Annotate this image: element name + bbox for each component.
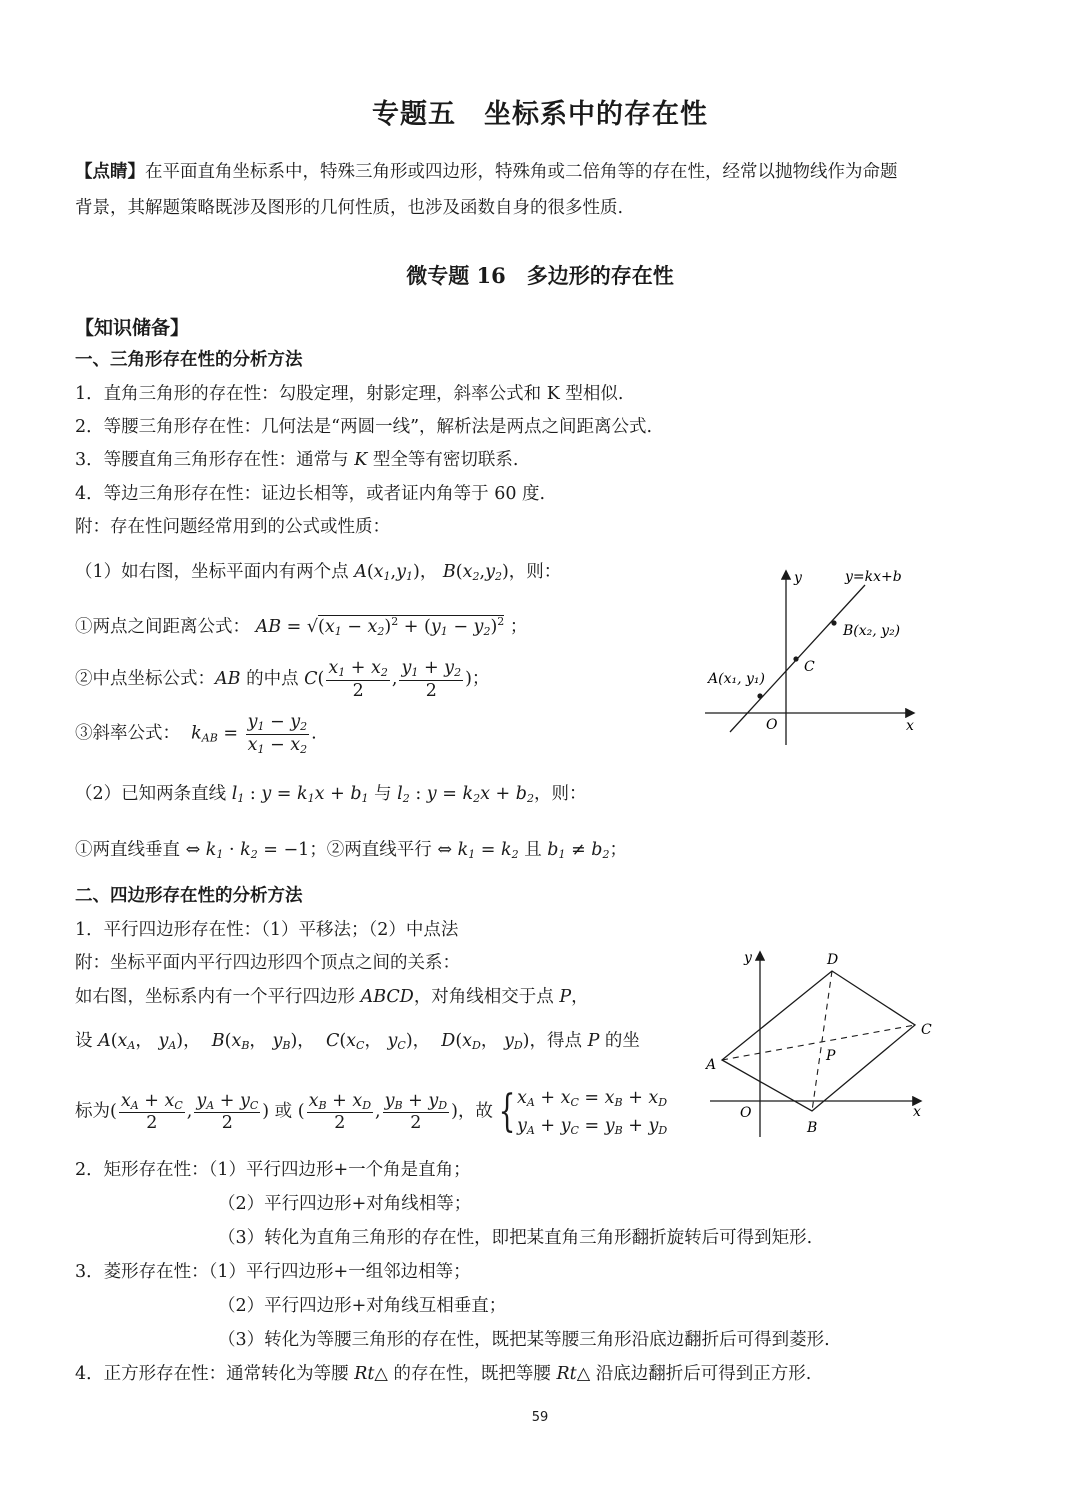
page-title: 专题五 坐标系中的存在性 (372, 99, 708, 130)
square-b: 的存在性，既把等腰 (387, 1364, 557, 1384)
parallelogram-abcd (722, 971, 915, 1111)
fig1-x-label: x (906, 718, 914, 734)
pg-line-a: 如右图，坐标系内有一个平行四边形 (75, 987, 361, 1007)
fig2-p-label: P (826, 1048, 836, 1064)
fig1-a-label: A(x₁, y₁) (708, 671, 765, 687)
therefore-text: ，故 (457, 1101, 493, 1122)
two-lines-with: 与 (368, 784, 398, 804)
rect-item1: 2．矩形存在性：（1）平行四边形+一个角是直角； (75, 1160, 471, 1180)
pg-abcd: ABCD (360, 987, 414, 1007)
point-b (831, 620, 836, 625)
fig2-a-label: A (706, 1057, 717, 1073)
intro-line-1 (75, 158, 898, 183)
point-intro-b: ，则： (508, 562, 562, 582)
fig1-b-label: B(x₂, y₂) (843, 623, 901, 639)
midpoint-text: 的中点 (240, 668, 305, 689)
section1-heading: 一、三角形存在性的分析方法 (75, 350, 303, 370)
perp-label: ①两直线垂直 (75, 840, 180, 860)
rhombus-item3: （3）转化为等腰三角形的存在性，既把某等腰三角形沿底边翻折后可得到菱形. (218, 1330, 830, 1350)
section1-item1: 1．直角三角形的存在性：勾股定理，射影定理，斜率公式和 K 型相似. (75, 384, 624, 404)
pg-line-c: ， (571, 987, 589, 1007)
fig2-y-label: y (744, 950, 752, 966)
fig2-b-label: B (807, 1120, 818, 1136)
vertex-coords-line: 设 A(xA， yA)， B(xB， yB)， C(xC， yC)， D(xD， yD)，得点 P 的坐 (75, 1031, 640, 1052)
parallel-label: ；②两直线平行 (309, 840, 432, 860)
point-intro: （1）如右图，坐标平面内有两个点 A(x1,y1)， B(x2,y2)，则： (75, 562, 562, 583)
square-item (75, 1360, 811, 1385)
pg-p: P (559, 987, 572, 1007)
section2-heading: 二、四边形存在性的分析方法 (75, 886, 303, 906)
square-rt-1: Rt△ (354, 1364, 388, 1384)
distance-label: ①两点之间距离公式： (75, 617, 250, 637)
fig1-y-label: y (794, 570, 802, 586)
set-prefix: 设 (75, 1031, 99, 1051)
intro-text-1: 在平面直角坐标系中，特殊三角形或四边形，特殊角或二倍角等的存在性，经常以抛物线作为命题 (145, 162, 898, 182)
rhombus-item2: （2）平行四边形+对角线互相垂直； (218, 1296, 507, 1316)
figure-parallelogram-diagram (700, 945, 940, 1140)
pg-line-b: ，对角线相交于点 (413, 987, 560, 1007)
page-number: 59 (531, 1410, 549, 1425)
two-lines-b: ，则： (533, 784, 587, 804)
fig1-origin-label: O (766, 717, 778, 733)
slope-formula: ③斜率公式： kAB = $\frac{y1 - y2}{x1 - x2}$ . (75, 712, 317, 756)
item3-k: K (354, 450, 368, 470)
two-lines-a: （2）已知两条直线 (75, 784, 232, 804)
fig2-x-label: x (913, 1104, 921, 1120)
slope-label: ③斜率公式： (75, 723, 180, 744)
section1-appendix: 附：存在性问题经常用到的公式或性质： (75, 517, 390, 537)
or-text: 或 (274, 1101, 293, 1122)
fig2-d-label: D (827, 952, 839, 968)
square-c: 沿底边翻折后可得到正方形. (590, 1364, 812, 1384)
knowledge-heading: 【知识储备】 (75, 317, 190, 339)
set-suffix-a: ，得点 (529, 1031, 588, 1051)
intro-tag: 【点睛】 (75, 162, 145, 182)
section2-parallelogram-line (75, 983, 589, 1008)
section2-item1: 1．平行四边形存在性：（1）平移法；（2）中点法 (75, 920, 459, 940)
section1-item3 (75, 446, 518, 471)
distance-formula: ①两点之间距离公式： AB = $√(x1 - x2)^2 + (y1 - y2)^2$ ； (75, 615, 528, 638)
section1-item2: 2．等腰三角形存在性：几何法是“两圆一线”，解析法是两点之间距离公式. (75, 417, 653, 437)
rect-item3: （3）转化为直角三角形的存在性，即把某直角三角形翻折旋转后可得到矩形. (218, 1228, 813, 1248)
set-suffix-b: 的坐 (599, 1031, 640, 1051)
point-a-formula: A (354, 562, 367, 582)
p-coord-line: 标为( $\frac{xA + xC}{2}$ , $\frac{yA + yC}{2}$ ) 或 ( $\frac{xB + xD}{2}$ , $\frac{yB + yD}{2}$ )，故 { xA + xC = xB + xD yA + yC = yB + yD (75, 1086, 668, 1137)
point-intro-a: （1）如右图，坐标平面内有两个点 (75, 562, 355, 582)
diagonal-ac (722, 1025, 915, 1060)
two-lines-intro: （2）已知两条直线 l1 : y = k1x + b1 与 l2 : y = k2x + b2，则： (75, 784, 587, 805)
diagonal-bd (812, 971, 832, 1111)
fig2-c-label: C (921, 1022, 932, 1038)
item3-text-b: 型全等有密切联系. (367, 450, 519, 470)
subtitle: 微专题 16 多边形的存在性 (406, 263, 674, 288)
figure-line-diagram (700, 560, 930, 750)
intro-line-2: 背景，其解题策略既涉及图形的几何性质，也涉及函数自身的很多性质. (75, 198, 624, 218)
point-a (757, 693, 762, 698)
rect-item2: （2）平行四边形+对角线相等； (218, 1194, 472, 1214)
midpoint-formula: ②中点坐标公式：AB 的中点 C( $\frac{x1 + x2}{2}$ , $\frac{y1 + y2}{2}$ )； (75, 658, 490, 701)
coord-prefix: 标为 (75, 1101, 110, 1122)
section2-appendix: 附：坐标平面内平行四边形四个顶点之间的关系： (75, 953, 460, 973)
item3-text-a: 3．等腰直角三角形存在性：通常与 (75, 450, 355, 470)
fig2-origin-label: O (740, 1105, 752, 1121)
midpoint-label: ②中点坐标公式： (75, 668, 215, 689)
and-text: 且 (518, 840, 548, 860)
square-rt-2: Rt△ (556, 1364, 591, 1384)
fig1-line-label: y=kx+b (845, 569, 902, 585)
section1-item4: 4．等边三角形存在性：证边长相等，或者证内角等于 60 度. (75, 484, 546, 504)
fig1-c-label: C (804, 659, 815, 675)
rhombus-item1: 3．菱形存在性：（1）平行四边形+一组邻边相等； (75, 1262, 471, 1282)
point-c (793, 656, 798, 661)
perp-parallel-line: ①两直线垂直 ⇔ k1 · k2 = −1；②两直线平行 ⇔ k1 = k2 且 b1 ≠ b2； (75, 840, 627, 861)
square-a: 4．正方形存在性：通常转化为等腰 (75, 1364, 355, 1384)
